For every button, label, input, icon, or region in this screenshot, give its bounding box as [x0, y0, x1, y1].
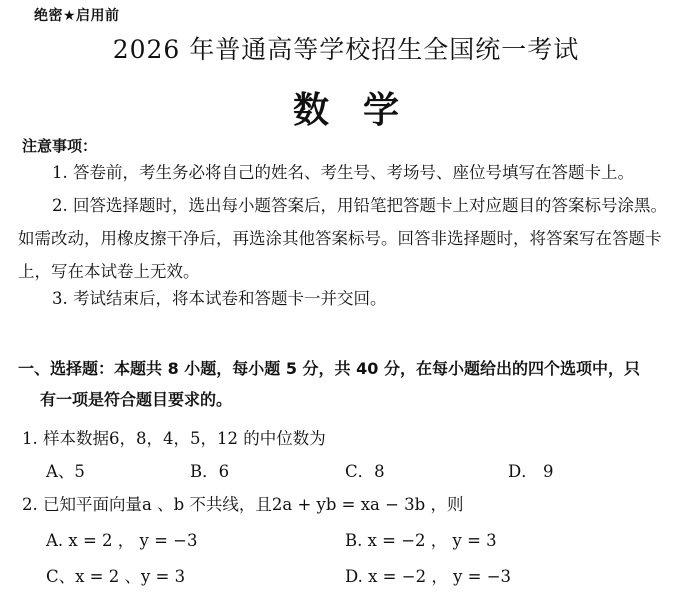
- question-1-stem: 1. 样本数据6，8，4，5，12 的中位数为: [22, 429, 326, 448]
- question-2-option-c: C、x = 2 、y = 3: [46, 567, 186, 586]
- note-item-3: 3. 考试结束后，将本试卷和答题卡一并交回。: [52, 289, 387, 308]
- question-2-stem: 2. 已知平面向量a 、b 不共线，且2a + yb = xa − 3b ，则: [22, 495, 464, 514]
- question-2-option-d: D. x = −2 ， y = −3: [345, 567, 512, 586]
- subject-title: 数学: [292, 89, 433, 131]
- question-1-option-d: D． 9: [508, 462, 554, 481]
- note-item-1: 1. 答卷前，考生务必将自己的姓名、考生号、考场号、座位号填写在答题卡上。: [52, 163, 634, 182]
- note-item-2: 2. 回答选择题时，选出每小题答案后，用铅笔把答题卡上对应题目的答案标号涂黑。如需改动，用橡皮擦干净后，再选涂其他答案标号。回答非选择题时，将答案写在答题卡上，写在本试卷上无效。: [18, 196, 667, 281]
- section-heading: 一、选择题：本题共 8 小题，每小题 5 分，共 40 分，在每小题给出的四个选项中，只 有一项是符合题目要求的。: [18, 359, 640, 409]
- question-1-option-b: B．6: [190, 462, 230, 481]
- question-2-option-a: A. x = 2 ， y = −3: [46, 531, 198, 550]
- secret-label: 绝密★启用前: [34, 8, 120, 24]
- question-1-option-c: C．8: [345, 462, 385, 481]
- notes-heading: 注意事项：: [22, 137, 98, 155]
- question-1-option-a: A、5: [46, 462, 85, 481]
- question-2-option-b: B. x = −2 ， y = 3: [345, 531, 497, 550]
- exam-title: 2026 年普通高等学校招生全国统一考试: [112, 35, 580, 64]
